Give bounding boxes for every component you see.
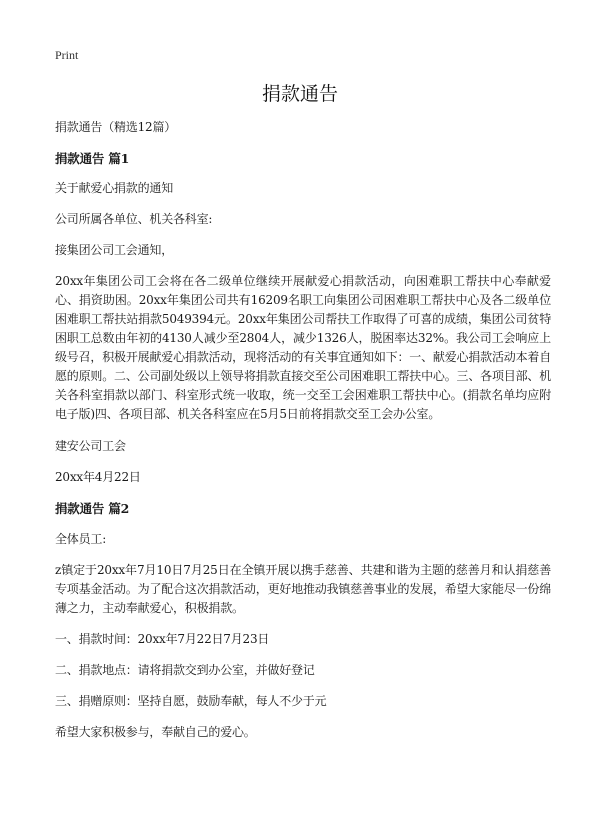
section1-heading: 捐款通告 篇1 — [55, 151, 130, 166]
section1-body: 20xx年集团公司工会将在各二级单位继续开展献爱心捐款活动，向困难职工帮扶中心奉献爱心、捐资助困。20xx年集团公司共有16209名职工向集团公司困难职工帮扶中心及各二级单位困难职工帮扶站捐款5049394元。20xx年集团公司帮扶工作取得了可喜的成绩，集团公司贫特困职工总数由年初的4130人减少至2804人，减少1326人，脱困率达32%。我公司工会响应上级号召，积极开展献爱心捐款活动，现将活动的有关事宜通知如下：一、献爱心捐款活动本着自愿的原则。二、公司副处级以上领导将捐款直接交至公司困难职工帮扶中心。三、各项目部、机关各科室捐款以部门、科室形式统一收取，统一交至工会困难职工帮扶中心。(捐款名单均应附电子版)四、各项目部、机关各科室应在5月5日前将捐款交至工会办公室。 — [55, 274, 551, 421]
section2-item1: 一、捐款时间：20xx年7月22日7月23日 — [55, 632, 270, 646]
section2-heading: 捐款通告 篇2 — [55, 501, 130, 516]
section2-greeting: 全体员工: — [55, 532, 107, 546]
section1-line1: 关于献爱心捐款的通知 — [55, 181, 174, 195]
print-label: Print — [55, 48, 79, 62]
page-title: 捐款通告 — [261, 83, 338, 105]
document-body — [55, 118, 551, 742]
section2-item2: 二、捐款地点：请将捐款交到办公室，并做好登记 — [55, 663, 315, 677]
section2-closing: 希望大家积极参与，奉献自己的爱心。 — [55, 725, 256, 739]
section1-date: 20xx年4月22日 — [55, 470, 141, 484]
section1-line3: 接集团公司工会通知， — [55, 243, 174, 257]
section1-signature: 建安公司工会 — [55, 439, 126, 453]
document-subtitle: 捐款通告（精选12篇） — [55, 120, 177, 134]
section1-line2: 公司所属各单位、机关各科室: — [55, 212, 213, 226]
section2-body: z镇定于20xx年7月10日7月25日在全镇开展以携手慈善、共建和谐为主题的慈善月和认捐慈善专项基金活动。为了配合这次捐款活动，更好地推动我镇慈善事业的发展，希望大家能尽一份绵薄之力，主动奉献爱心，积极捐款。 — [55, 563, 551, 615]
section2-item3: 三、捐赠原则：坚持自愿，鼓励奉献，每人不少于元 — [55, 694, 327, 708]
